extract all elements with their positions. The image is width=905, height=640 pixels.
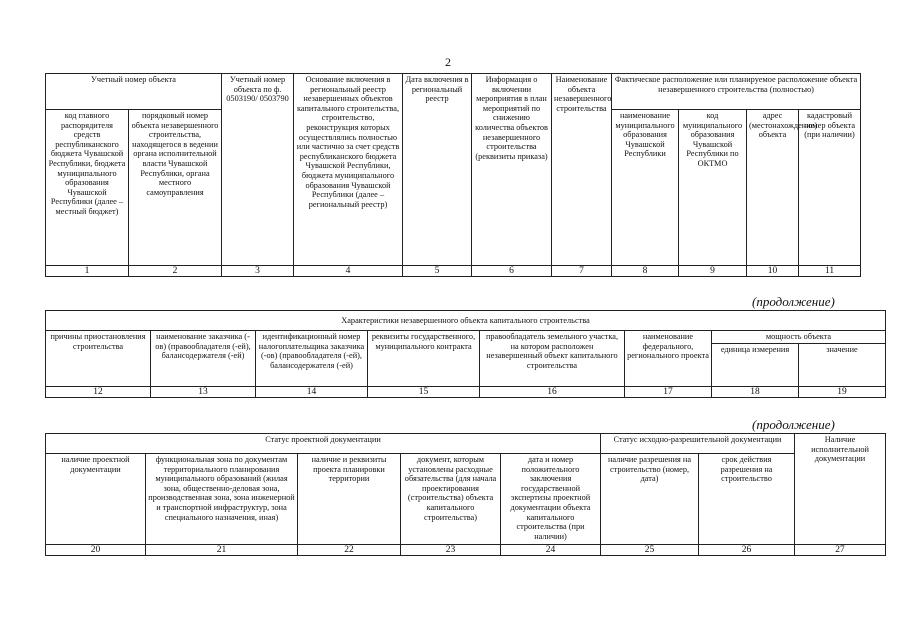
header-col-15: реквизиты государственного, муниципального контракта [368, 331, 480, 387]
header-col-22: наличие и реквизиты проекта планировки территории [298, 454, 401, 545]
subheader-col-10: адрес (местонахождение) объекта [747, 110, 799, 266]
header-col-24: дата и номер положительного заключения государственной экспертизы проектной документации объекта капитального строительства (при наличии) [501, 454, 601, 545]
header-account-number: Учетный номер объекта [46, 74, 222, 110]
header-col-20: наличие проектной документации [46, 454, 146, 545]
column-number: 7 [552, 266, 612, 277]
column-number: 12 [46, 386, 151, 397]
subheader-col-1: код главного распорядителя средств республиканского бюджета Чувашской Республики, бюджета муниципального образования Чувашской Республики (далее – местный бюджет) [46, 110, 129, 266]
column-number: 20 [46, 545, 146, 556]
subheader-col-11: кадастровый номер объекта (при наличии) [799, 110, 861, 266]
subheader-col-8: наименование муниципального образования Чувашской Республики [612, 110, 679, 266]
characteristics-title: Характеристики незавершенного объекта капитального строительства [46, 311, 886, 331]
column-number: 21 [146, 545, 298, 556]
column-number: 25 [601, 545, 699, 556]
header-col-12: причины приостановления строительства [46, 331, 151, 387]
header-col-23: документ, которым установлены расходные обязательства (для начала проектирования (строительства) объекта капитального строительства) [401, 454, 501, 545]
header-col-21: функциональная зона по документам территориального планирования муниципального образований (жилая зона, общественно-деловая зона, производственная зона, зона инженерной и транспортной инфраструктур, зона специального назначения, иная) [146, 454, 298, 545]
column-number: 2 [129, 266, 222, 277]
column-number: 14 [256, 386, 368, 397]
column-number: 1 [46, 266, 129, 277]
continuation-label-2: (продолжение) [752, 417, 835, 432]
header-col-6: Информация о включении мероприятия в план мероприятий по снижению количества объектов незавершенного строительства (реквизиты приказа) [472, 74, 552, 266]
page-number: 2 [445, 55, 451, 69]
column-number: 15 [368, 386, 480, 397]
header-col-27: Наличие исполнительной документации [795, 434, 886, 545]
column-number: 27 [795, 545, 886, 556]
column-number: 22 [298, 545, 401, 556]
header-power-group: мощность объекта [712, 331, 886, 344]
column-number: 9 [679, 266, 747, 277]
header-col-16: правообладатель земельного участка, на котором расположен незавершенный объект капитального строительства [480, 331, 625, 387]
column-number: 11 [799, 266, 861, 277]
header-col-7: Наименование объекта незавершенного строительства [552, 74, 612, 266]
column-number: 23 [401, 545, 501, 556]
column-number: 26 [699, 545, 795, 556]
column-number: 19 [799, 386, 886, 397]
column-number: 3 [222, 266, 294, 277]
header-project-status: Статус проектной документации [46, 434, 601, 454]
header-col-5: Дата включения в региональный реестр [403, 74, 472, 266]
column-number-row [46, 266, 861, 277]
header-col-25: наличие разрешения на строительство (номер, дата) [601, 454, 699, 545]
header-col-3: Учетный номер объекта по ф. 0503190/ 0503790 [222, 74, 294, 266]
column-number-row [46, 545, 886, 556]
column-number: 8 [612, 266, 679, 277]
column-number: 6 [472, 266, 552, 277]
column-number: 24 [501, 545, 601, 556]
subheader-col-2: порядковый номер объекта незавершенного строительства, находящегося в ведении органа исполнительной власти Чувашской Республики, органа местного самоуправления [129, 110, 222, 266]
column-number-row [46, 386, 886, 397]
header-col-26: срок действия разрешения на строительство [699, 454, 795, 545]
column-number: 17 [625, 386, 712, 397]
header-col-14: идентификационный номер налогоплательщика заказчика (-ов) (правообладателя (-ей), балансодержателя (-ей) [256, 331, 368, 387]
column-number: 10 [747, 266, 799, 277]
table-documentation-status [45, 433, 886, 556]
continuation-label-1: (продолжение) [752, 294, 835, 309]
column-number: 5 [403, 266, 472, 277]
column-number: 16 [480, 386, 625, 397]
column-number: 13 [151, 386, 256, 397]
header-permit-status: Статус исходно-разрешительной документации [601, 434, 795, 454]
header-col-13: наименование заказчика (-ов) (правообладателя (-ей), балансодержателя (-ей) [151, 331, 256, 387]
header-col-18: единица измерения [712, 343, 799, 386]
table-object-registry [45, 73, 861, 277]
column-number: 4 [294, 266, 403, 277]
subheader-col-9: код муниципального образования Чувашской Республики по ОКТМО [679, 110, 747, 266]
header-col-4: Основание включения в региональный реестр незавершенных объектов капитального строительства, строительство, реконструкция которых осуществлялись полностью или частично за счет средств республиканского бюджета Чувашской Республики, бюджета муниципального образования Чувашской Республики (далее – региональный реестр) [294, 74, 403, 266]
column-number: 18 [712, 386, 799, 397]
header-col-19: значение [799, 343, 886, 386]
table-object-characteristics [45, 310, 886, 398]
header-col-17: наименование федерального, регионального проекта [625, 331, 712, 387]
header-location: Фактическое расположение или планируемое расположение объекта незавершенного строительства (полностью) [612, 74, 861, 110]
